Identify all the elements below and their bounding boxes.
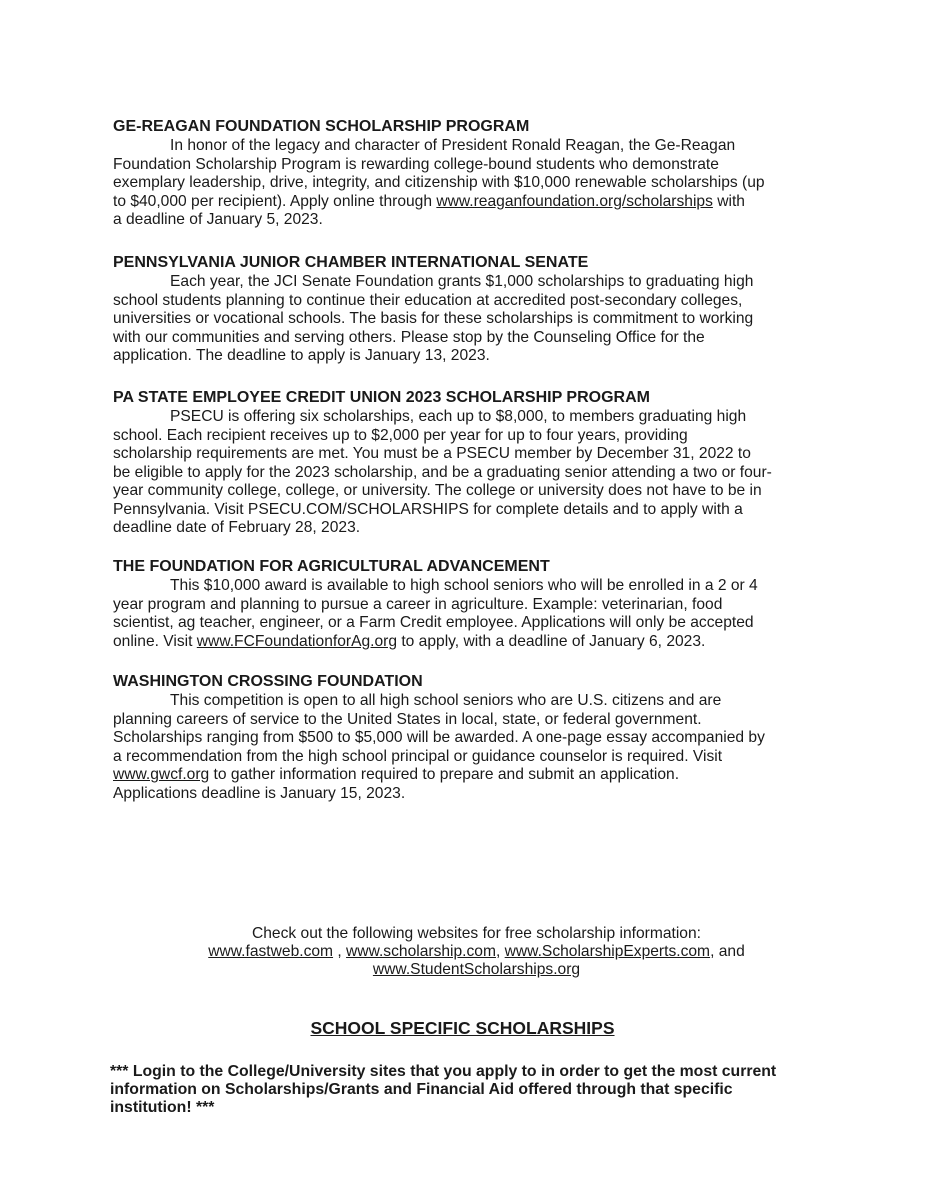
gwcf-link[interactable]: www.gwcf.org (113, 766, 210, 783)
body-line: school students planning to continue their education at accredited post-secondary colleges, (113, 291, 743, 309)
scholarship-com-link[interactable]: www.scholarship.com (346, 943, 496, 960)
body-text: to $40,000 per recipient). Apply online through (113, 192, 437, 210)
separator: , (333, 943, 347, 960)
school-specific-heading: SCHOOL SPECIFIC SCHOLARSHIPS (310, 1018, 615, 1038)
school-specific-heading-block (0, 1018, 926, 1039)
body-line: This competition is open to all high school seniors who are U.S. citizens and are (170, 692, 722, 709)
body-line: Pennsylvania. Visit PSECU.COM/SCHOLARSHIPS for complete details and to apply with a (113, 500, 743, 518)
body-line: deadline date of February 28, 2023. (113, 519, 361, 536)
body-text: with (712, 192, 745, 210)
body-line-with-link (113, 193, 828, 212)
school-specific-notice (110, 1063, 830, 1117)
scholarship-experts-link[interactable]: www.ScholarshipExperts.com (504, 943, 711, 960)
body-line: year community college, college, or university. The college or university does not have to be in (113, 482, 762, 499)
fastweb-link[interactable]: www.fastweb.com (208, 943, 334, 960)
section-psecu (113, 388, 828, 538)
body-line: PSECU is offering six scholarships, each up to $8,000, to members graduating high (170, 408, 747, 425)
body-line: exemplary leadership, drive, integrity, and citizenship with $10,000 renewable scholarships (up (113, 174, 765, 191)
section-title: PA STATE EMPLOYEE CREDIT UNION 2023 SCHOLARSHIP PROGRAM (113, 389, 650, 406)
body-text: to apply, with a deadline of January 6, 2023. (397, 632, 706, 650)
body-line: universities or vocational schools. The basis for these scholarships is commitment to working (113, 310, 754, 327)
websites-line (13, 943, 927, 961)
websites-intro: Check out the following websites for free scholarship information: (252, 925, 701, 942)
body-line: year program and planning to pursue a career in agriculture. Example: veterinarian, food (113, 595, 723, 613)
websites-line (13, 961, 927, 979)
body-line: planning careers of service to the United States in local, state, or federal government. (113, 710, 702, 728)
body-line: Each year, the JCI Senate Foundation grants $1,000 scholarships to graduating high (170, 273, 754, 290)
scholarship-websites (13, 925, 927, 979)
separator: , (495, 943, 505, 960)
reagan-foundation-link[interactable]: www.reaganfoundation.org/scholarships (436, 192, 713, 210)
body-line: In honor of the legacy and character of President Ronald Reagan, the Ge-Reagan (170, 137, 736, 154)
notice-line: information on Scholarships/Grants and Financial Aid offered through that specific (110, 1081, 733, 1098)
body-line: a recommendation from the high school principal or guidance counselor is required. Visit (113, 747, 723, 765)
body-line: scientist, ag teacher, engineer, or a Farm Credit employee. Applications will only be accepted (113, 614, 754, 631)
fc-foundation-link[interactable]: www.FCFoundationforAg.org (196, 632, 398, 650)
body-text: to gather information required to prepare and submit an application. (209, 766, 680, 783)
section-agricultural-advancement (113, 557, 828, 651)
body-line: Foundation Scholarship Program is rewarding college-bound students who demonstrate (113, 155, 719, 173)
section-jci-senate (113, 253, 828, 366)
body-line: be eligible to apply for the 2023 scholarship, and be a graduating senior attending a two or four- (113, 463, 772, 481)
body-line: Scholarships ranging from $500 to $5,000 will be awarded. A one-page essay accompanied by (113, 729, 765, 746)
body-line: This $10,000 award is available to high school seniors who will be enrolled in a 2 or 4 (170, 577, 758, 594)
body-text: online. Visit (113, 632, 197, 650)
section-title: WASHINGTON CROSSING FOUNDATION (113, 673, 423, 690)
body-line: with our communities and serving others. Please stop by the Counseling Office for the (113, 328, 705, 346)
body-line: school. Each recipient receives up to $2,000 per year for up to four years, providing (113, 426, 688, 444)
student-scholarships-link[interactable]: www.StudentScholarships.org (372, 961, 581, 978)
body-line: Applications deadline is January 15, 2023. (113, 784, 406, 802)
section-washington-crossing (113, 672, 828, 803)
section-ge-reagan (113, 117, 828, 230)
body-line-with-link (113, 766, 828, 785)
body-line-with-link (113, 633, 828, 652)
body-line: a deadline of January 5, 2023. (113, 211, 323, 228)
separator: , and (710, 943, 745, 960)
notice-line: *** Login to the College/University sites that you apply to in order to get the most current (110, 1063, 777, 1080)
notice-line: institution! *** (110, 1099, 215, 1116)
section-title: PENNSYLVANIA JUNIOR CHAMBER INTERNATIONAL SENATE (113, 254, 589, 271)
body-line: application. The deadline to apply is January 13, 2023. (113, 347, 490, 364)
section-title: THE FOUNDATION FOR AGRICULTURAL ADVANCEMENT (113, 558, 550, 575)
body-line: scholarship requirements are met. You must be a PSECU member by December 31, 2022 to (113, 445, 751, 462)
section-title: GE-REAGAN FOUNDATION SCHOLARSHIP PROGRAM (113, 118, 530, 135)
